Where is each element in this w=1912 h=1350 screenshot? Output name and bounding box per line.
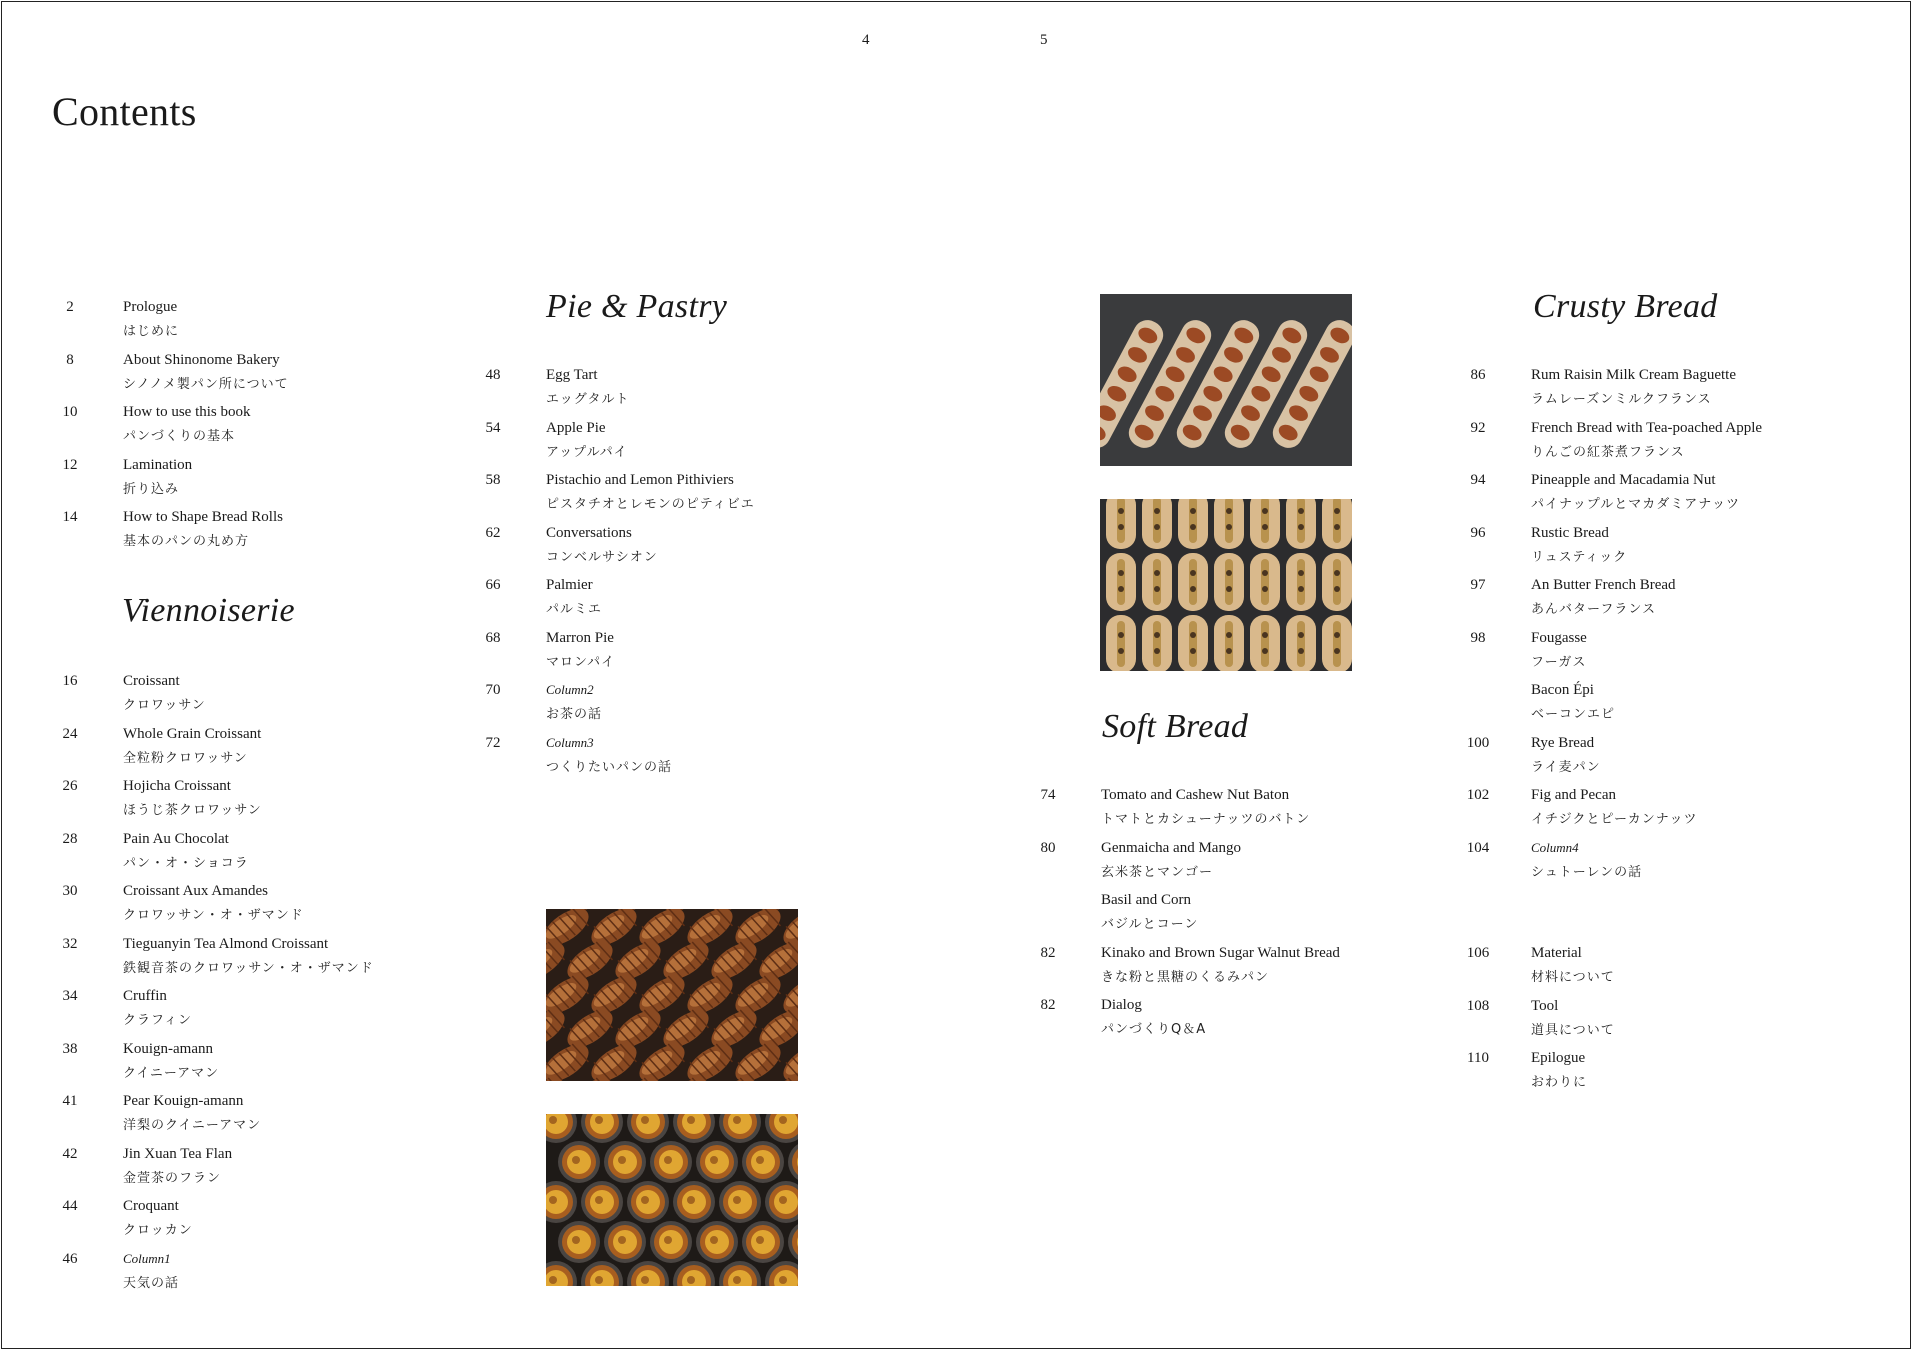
toc-page-number: 41 <box>62 1093 78 1109</box>
toc-title-english: Bacon Épi <box>1531 682 1594 698</box>
section-heading-crusty-bread: Crusty Bread <box>1533 288 1718 325</box>
photo-croissants-tray <box>546 909 798 1081</box>
toc-page-number: 97 <box>1470 577 1486 593</box>
toc-title-japanese: ラムレーズンミルクフランス <box>1531 392 1712 407</box>
toc-entry[interactable] <box>478 735 898 781</box>
toc-title-japanese: おわりに <box>1531 1075 1588 1090</box>
toc-entry[interactable] <box>55 1093 475 1139</box>
toc-title-japanese: つくりたいパンの話 <box>546 759 673 775</box>
toc-title-english: Cruffin <box>123 988 167 1004</box>
toc-title-english: Kouign-amann <box>123 1040 213 1057</box>
toc-entry[interactable] <box>55 299 475 345</box>
toc-title-japanese: エッグタルト <box>546 392 630 407</box>
toc-title-japanese: コンベルサシオン <box>546 549 658 565</box>
toc-entry[interactable] <box>1463 525 1883 571</box>
toc-title-english: Pistachio and Lemon Pithiviers <box>546 472 734 488</box>
toc-entry[interactable] <box>1033 787 1453 833</box>
toc-entry[interactable] <box>55 988 475 1034</box>
toc-page-number: 16 <box>62 673 78 689</box>
toc-page-number: 108 <box>1466 997 1490 1014</box>
toc-page-number: 38 <box>62 1040 78 1057</box>
toc-title-japanese: イチジクとピーカンナッツ <box>1531 812 1698 827</box>
toc-title-japanese: シュトーレンの話 <box>1531 864 1643 880</box>
toc-entry[interactable] <box>55 778 475 824</box>
toc-title-english: Column3 <box>546 734 594 750</box>
toc-title-japanese: クイニーアマン <box>123 1065 220 1081</box>
photo-tomato-batons <box>1100 294 1352 466</box>
toc-title-english: Pain Au Chocolat <box>123 830 229 847</box>
toc-title-english: Rye Bread <box>1531 734 1595 751</box>
toc-page-number: 94 <box>1470 472 1486 488</box>
toc-title-japanese: 基本のパンの丸め方 <box>123 534 250 549</box>
toc-title-japanese: ベーコンエピ <box>1531 707 1616 722</box>
toc-page-number: 24 <box>62 725 78 742</box>
section-heading-soft-bread: Soft Bread <box>1102 708 1249 745</box>
toc-title-japanese: クロッカン <box>123 1223 193 1238</box>
toc-title-english: Column2 <box>546 682 594 697</box>
section-heading-viennoiserie: Viennoiserie <box>122 592 295 629</box>
toc-page-number: 68 <box>485 629 501 646</box>
toc-entry[interactable] <box>55 509 475 555</box>
toc-title-english: Column1 <box>123 1250 171 1266</box>
toc-title-english: Lamination <box>123 456 193 473</box>
photo-soft-rolls <box>1100 499 1352 671</box>
toc-entry[interactable] <box>55 404 475 450</box>
toc-title-japanese: クロワッサン・オ・ザマンド <box>123 908 304 923</box>
toc-title-english: Hojicha Croissant <box>123 778 231 794</box>
toc-title-japanese: クロワッサン <box>123 698 206 713</box>
toc-title-english: Jin Xuan Tea Flan <box>123 1145 233 1162</box>
toc-entry[interactable] <box>478 420 898 466</box>
toc-page-number: 44 <box>62 1198 78 1214</box>
toc-title-english: Genmaicha and Mango <box>1101 839 1241 856</box>
toc-title-japanese: 全粒粉クロワッサン <box>123 750 248 766</box>
toc-page-number: 66 <box>485 577 501 593</box>
toc-title-english: Rum Raisin Milk Cream Baguette <box>1531 367 1736 383</box>
toc-page-number: 96 <box>1470 524 1486 541</box>
photo-egg-tarts <box>546 1114 798 1286</box>
toc-entry[interactable] <box>1463 577 1883 623</box>
toc-title-japanese: あんバターフランス <box>1531 602 1656 617</box>
toc-title-english: An Butter French Bread <box>1531 577 1676 593</box>
toc-title-english: How to use this book <box>123 404 251 420</box>
toc-title-japanese: りんごの紅茶煮フランス <box>1531 444 1685 460</box>
toc-title-japanese: シノノメ製パン所について <box>123 376 289 392</box>
page-number-right: 5 <box>1040 32 1048 48</box>
toc-entry[interactable] <box>478 682 898 728</box>
toc-page-number: 104 <box>1466 839 1490 856</box>
toc-page-number: 30 <box>62 883 78 899</box>
toc-title-english: Column4 <box>1531 839 1579 855</box>
toc-page-number: 2 <box>66 299 74 315</box>
toc-title-english: Croissant <box>123 673 180 689</box>
toc-title-japanese: マロンパイ <box>546 654 616 670</box>
toc-page-number: 86 <box>1470 367 1486 383</box>
toc-page-number: 102 <box>1466 787 1490 803</box>
toc-entry[interactable] <box>1463 840 1883 886</box>
toc-title-japanese: パン・オ・ショコラ <box>123 855 249 871</box>
toc-title-english: Fougasse <box>1531 629 1587 646</box>
toc-entry[interactable] <box>1033 997 1453 1043</box>
toc-entry[interactable] <box>55 726 475 772</box>
toc-title-english: How to Shape Bread Rolls <box>123 509 283 525</box>
toc-entry[interactable] <box>1033 840 1453 886</box>
toc-title-japanese: ほうじ茶クロワッサン <box>123 803 262 818</box>
toc-title-english: Marron Pie <box>546 629 614 646</box>
toc-entry[interactable] <box>478 367 898 413</box>
toc-page-number: 58 <box>485 472 501 488</box>
toc-title-english: Prologue <box>123 299 178 315</box>
toc-entry[interactable] <box>1463 682 1883 728</box>
toc-entry[interactable] <box>55 1146 475 1192</box>
toc-page-number: 100 <box>1466 734 1490 751</box>
toc-page-number: 54 <box>485 419 501 436</box>
toc-title-japanese: 洋梨のクイニーアマン <box>123 1118 262 1133</box>
toc-title-japanese: バジルとコーン <box>1101 917 1199 932</box>
toc-entry[interactable] <box>1463 367 1883 413</box>
toc-page-number: 98 <box>1470 629 1486 646</box>
toc-entry[interactable] <box>1463 420 1883 466</box>
toc-title-japanese: きな粉と黒糖のくるみパン <box>1101 969 1270 985</box>
toc-title-japanese: ライ麦パン <box>1531 759 1601 775</box>
toc-title-english: About Shinonome Bakery <box>123 351 280 368</box>
toc-entry[interactable] <box>55 936 475 982</box>
toc-page-number: 26 <box>62 778 78 794</box>
toc-title-english: Conversations <box>546 524 632 541</box>
toc-title-english: Basil and Corn <box>1101 892 1191 908</box>
toc-entry[interactable] <box>55 831 475 877</box>
toc-entry[interactable] <box>478 577 898 623</box>
toc-entry[interactable] <box>478 525 898 571</box>
toc-page-number: 12 <box>62 456 78 473</box>
toc-entry[interactable] <box>1033 892 1453 938</box>
toc-page-number: 70 <box>485 682 501 698</box>
toc-title-japanese: パルミエ <box>546 602 603 617</box>
toc-title-english: Croquant <box>123 1198 179 1214</box>
toc-title-japanese: フーガス <box>1531 654 1587 670</box>
toc-title-english: Pear Kouign-amann <box>123 1093 244 1109</box>
toc-page-number: 74 <box>1040 787 1056 803</box>
toc-title-english: Tomato and Cashew Nut Baton <box>1101 787 1290 803</box>
toc-entry[interactable] <box>478 472 898 518</box>
toc-page-number: 32 <box>62 935 78 952</box>
toc-page-number: 42 <box>62 1145 78 1162</box>
toc-title-english: Egg Tart <box>546 367 598 383</box>
toc-title-english: Palmier <box>546 577 593 593</box>
toc-entry[interactable] <box>1463 998 1883 1044</box>
toc-title-english: Tool <box>1531 997 1559 1014</box>
toc-entry[interactable] <box>1463 472 1883 518</box>
toc-title-japanese: パンづくりQ＆A <box>1101 1022 1207 1037</box>
toc-entry[interactable] <box>55 1251 475 1297</box>
toc-entry[interactable] <box>478 630 898 676</box>
toc-entry[interactable] <box>55 457 475 503</box>
toc-title-japanese: リュスティック <box>1531 549 1628 565</box>
toc-title-japanese: クラフィン <box>123 1013 192 1028</box>
toc-entry[interactable] <box>55 673 475 719</box>
toc-title-japanese: お茶の話 <box>546 707 603 722</box>
toc-entry[interactable] <box>1463 1050 1883 1096</box>
toc-entry[interactable] <box>55 1198 475 1244</box>
toc-page-number: 48 <box>485 367 501 383</box>
toc-title-japanese: アップルパイ <box>546 444 628 460</box>
toc-page-number: 14 <box>62 509 78 525</box>
toc-title-english: Tieguanyin Tea Almond Croissant <box>123 935 329 952</box>
toc-title-english: Whole Grain Croissant <box>123 725 262 742</box>
toc-page-number: 8 <box>66 351 74 368</box>
toc-page-number: 106 <box>1466 945 1490 961</box>
toc-title-japanese: トマトとカシューナッツのバトン <box>1101 812 1311 827</box>
toc-title-english: Fig and Pecan <box>1531 787 1616 803</box>
toc-entry[interactable] <box>1033 945 1453 991</box>
toc-title-english: Kinako and Brown Sugar Walnut Bread <box>1101 944 1340 961</box>
toc-title-japanese: 玄米茶とマンゴー <box>1101 864 1214 880</box>
toc-page-number: 10 <box>62 404 78 420</box>
toc-page-number: 72 <box>485 734 501 751</box>
toc-page-number: 110 <box>1467 1050 1489 1066</box>
section-heading-pie-pastry: Pie & Pastry <box>546 288 728 325</box>
toc-entry[interactable] <box>1463 787 1883 833</box>
toc-title-japanese: 金萱茶のフラン <box>123 1170 222 1186</box>
toc-page-number: 82 <box>1040 997 1056 1013</box>
toc-entry[interactable] <box>55 1041 475 1087</box>
toc-page-number: 28 <box>62 830 78 847</box>
toc-title-english: French Bread with Tea-poached Apple <box>1531 419 1763 436</box>
toc-title-english: Epilogue <box>1531 1050 1586 1066</box>
toc-title-japanese: パイナップルとマカダミアナッツ <box>1531 497 1740 512</box>
toc-title-japanese: はじめに <box>123 324 180 339</box>
toc-title-japanese: パンづくりの基本 <box>123 429 236 444</box>
toc-title-japanese: ピスタチオとレモンのピティビエ <box>546 497 755 512</box>
toc-entry[interactable] <box>1463 630 1883 676</box>
toc-title-english: Dialog <box>1101 997 1142 1013</box>
toc-title-english: Material <box>1531 945 1582 961</box>
toc-page-number: 80 <box>1040 839 1056 856</box>
toc-page-number: 46 <box>62 1250 78 1267</box>
page-number-left: 4 <box>862 32 870 48</box>
toc-entry[interactable] <box>1463 945 1883 991</box>
toc-page-number: 92 <box>1470 419 1486 436</box>
toc-title-english: Rustic Bread <box>1531 524 1609 541</box>
toc-title-japanese: 鉄観音茶のクロワッサン・オ・ザマンド <box>123 960 374 976</box>
toc-entry[interactable] <box>1463 735 1883 781</box>
toc-title-japanese: 道具について <box>1531 1022 1615 1038</box>
toc-page-number: 62 <box>485 524 501 541</box>
page-title: Contents <box>52 89 197 134</box>
toc-entry[interactable] <box>55 352 475 398</box>
toc-page-number: 82 <box>1040 944 1056 961</box>
toc-title-japanese: 折り込み <box>123 481 180 497</box>
toc-title-english: Croissant Aux Amandes <box>123 883 268 899</box>
toc-page-number: 34 <box>62 988 78 1004</box>
toc-title-english: Apple Pie <box>546 419 606 436</box>
toc-title-japanese: 材料について <box>1531 970 1615 985</box>
toc-title-japanese: 天気の話 <box>123 1275 180 1291</box>
toc-title-english: Pineapple and Macadamia Nut <box>1531 472 1716 488</box>
toc-entry[interactable] <box>55 883 475 929</box>
